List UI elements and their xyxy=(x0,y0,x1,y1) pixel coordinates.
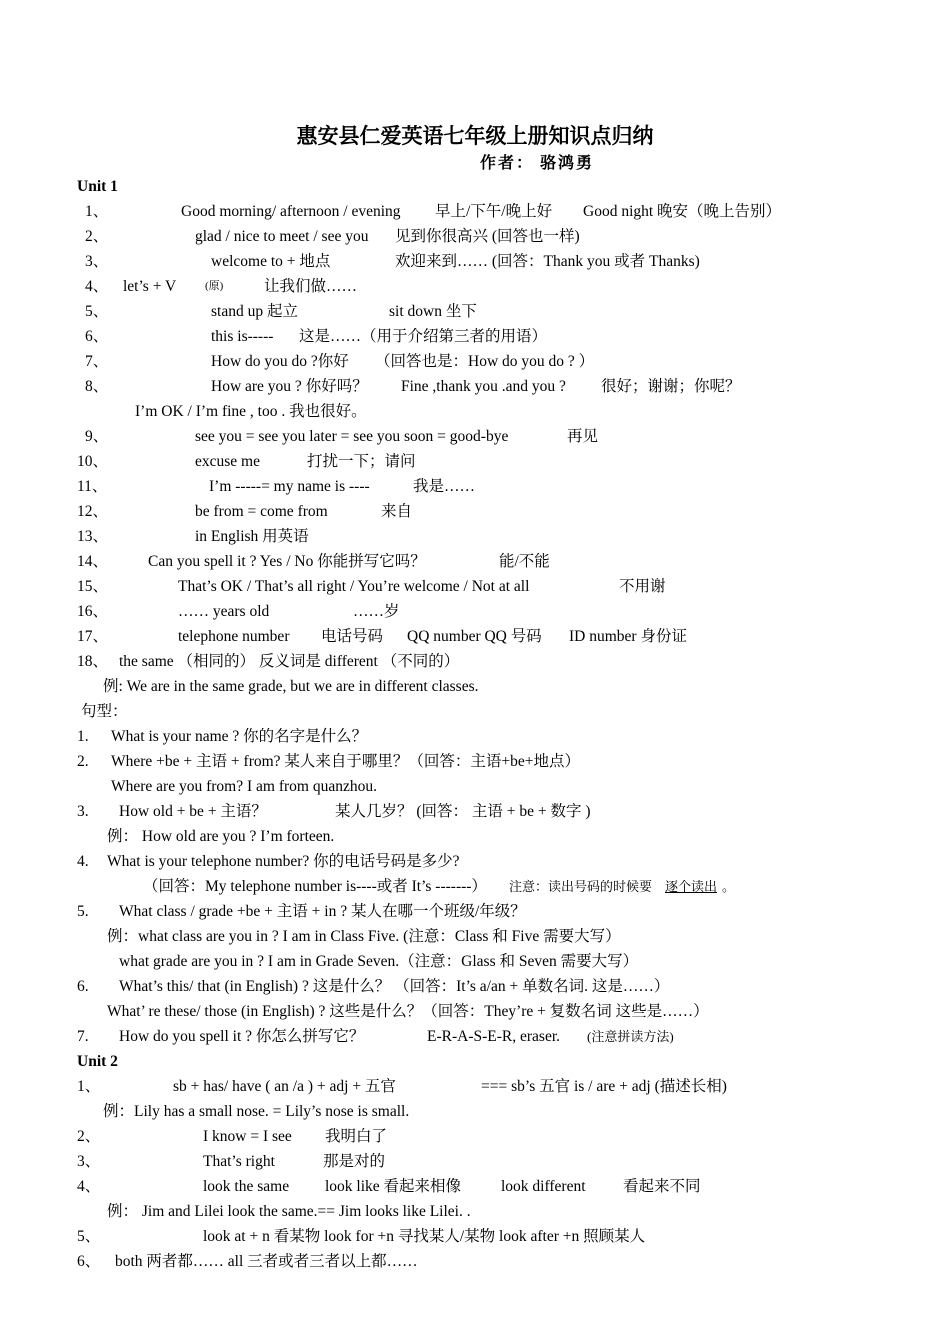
text-segment: 2. xyxy=(77,753,89,770)
text-line xyxy=(0,1049,950,1074)
text-segment: 6、 xyxy=(77,1253,101,1270)
text-line xyxy=(0,1249,950,1274)
text-segment: 例：Lily has a small nose. = Lily’s nose is small. xyxy=(103,1103,410,1120)
text-segment: 早上/下午/晚上好 xyxy=(435,203,553,220)
text-segment: excuse me xyxy=(195,453,260,470)
text-segment: 11、 xyxy=(77,478,108,495)
text-segment: 能/不能 xyxy=(499,553,550,570)
unit-heading: Unit 2 xyxy=(77,1053,118,1070)
text-line xyxy=(0,674,950,699)
text-line xyxy=(0,399,950,424)
text-segment: 3、 xyxy=(85,253,109,270)
text-line xyxy=(0,1174,950,1199)
text-segment: QQ number QQ 号码 xyxy=(407,628,542,645)
text-segment: Fine ,thank you .and you ? xyxy=(401,378,566,395)
text-line xyxy=(0,1224,950,1249)
text-line xyxy=(0,1124,950,1149)
text-segment: telephone number xyxy=(178,628,290,645)
text-line xyxy=(0,599,950,624)
text-segment: What is your name ? 你的名字是什么？ xyxy=(111,728,368,745)
text-segment: glad / nice to meet / see you xyxy=(195,228,369,245)
text-line xyxy=(0,199,950,224)
text-line xyxy=(0,749,950,774)
text-segment: 10、 xyxy=(77,453,109,470)
text-line xyxy=(0,624,950,649)
text-segment: what grade are you in ? I am in Grade Seven.（注意：Glass 和 Seven 需要大写） xyxy=(119,953,639,970)
text-segment: 欢迎来到…… (回答：Thank you 或者 Thanks) xyxy=(395,253,700,270)
text-line xyxy=(0,299,950,324)
text-segment: What class / grade +be + 主语 + in ? 某人在哪一个班级/年级？ xyxy=(119,903,526,920)
text-line xyxy=(0,474,950,499)
text-segment: 很好；谢谢；你呢？ xyxy=(601,378,741,395)
text-line xyxy=(0,374,950,399)
text-segment: 电话号码 xyxy=(321,628,384,645)
text-segment: Where +be + 主语 + from? 某人来自于哪里？（回答：主语+be+地点） xyxy=(111,753,581,770)
text-segment: === sb’s 五官 is / are + adj (描述长相) xyxy=(481,1078,727,1095)
text-segment: 。 xyxy=(722,879,736,894)
text-segment: look at + n 看某物 look for +n 寻找某人/某物 look after +n 照顾某人 xyxy=(203,1228,646,1245)
text-line xyxy=(0,874,950,899)
text-segment: stand up 起立 xyxy=(211,303,298,320)
text-segment: How old + be + 主语？ xyxy=(119,803,267,820)
text-line xyxy=(0,699,950,724)
text-segment: 2、 xyxy=(77,1128,101,1145)
text-segment: （回答：My telephone number is----或者 It’s -------） xyxy=(143,878,487,895)
unit-heading: Unit 1 xyxy=(77,178,118,195)
text-line xyxy=(0,949,950,974)
document-title: 惠安县仁爱英语七年级上册知识点归纳 xyxy=(296,124,654,148)
text-segment: 来自 xyxy=(381,503,413,520)
text-segment: 7、 xyxy=(85,353,109,370)
text-line xyxy=(0,424,950,449)
text-line xyxy=(0,524,950,549)
text-segment: 3. xyxy=(77,803,89,820)
text-segment: ID number 身份证 xyxy=(569,628,687,645)
text-segment: 14、 xyxy=(77,553,109,570)
text-segment: 那是对的 xyxy=(323,1153,386,1170)
text-segment: That’s right xyxy=(203,1153,275,1170)
text-segment: 2、 xyxy=(85,228,109,245)
text-segment: 看起来不同 xyxy=(623,1178,701,1195)
text-segment: I know = I see xyxy=(203,1128,292,1145)
text-line xyxy=(0,1199,950,1224)
text-segment: 4. xyxy=(77,853,89,870)
text-segment: 例： Jim and Lilei look the same.== Jim looks like Lilei. . xyxy=(107,1203,471,1220)
text-segment: 8、 xyxy=(85,378,109,395)
text-segment: 我是…… xyxy=(413,478,476,495)
text-segment: 让我们做…… xyxy=(264,278,358,295)
text-line xyxy=(0,724,950,749)
text-segment: 5、 xyxy=(77,1228,101,1245)
text-segment: 7. xyxy=(77,1028,89,1045)
text-segment: That’s OK / That’s all right / You’re welcome / Not at all xyxy=(178,578,530,595)
text-segment: 12、 xyxy=(77,503,109,520)
text-segment: ……岁 xyxy=(353,603,400,620)
text-line xyxy=(0,974,950,999)
text-segment: （回答也是：How do you do ? ） xyxy=(375,353,595,370)
text-segment: 打扰一下；请问 xyxy=(307,453,416,470)
text-segment: be from = come from xyxy=(195,503,328,520)
text-segment: …… years old xyxy=(178,603,270,620)
text-segment: What’s this/ that (in English) ? 这是什么？ （回答：It’s a/an + 单数名词. 这是……） xyxy=(119,978,670,995)
text-line xyxy=(0,849,950,874)
text-segment: 5. xyxy=(77,903,89,920)
text-segment: 4、 xyxy=(85,278,109,295)
text-segment: (注意拼读方法) xyxy=(587,1029,674,1044)
text-line xyxy=(0,799,950,824)
text-segment: 再见 xyxy=(567,428,599,445)
text-segment: 4、 xyxy=(77,1178,101,1195)
text-segment: 我明白了 xyxy=(325,1128,388,1145)
text-line xyxy=(0,499,950,524)
text-line xyxy=(0,1099,950,1124)
text-segment: let’s + V xyxy=(123,278,177,295)
text-segment: Good morning/ afternoon / evening xyxy=(181,203,401,220)
text-segment: 例: We are in the same grade, but we are in different classes. xyxy=(103,678,479,695)
text-segment: How do you do ?你好 xyxy=(211,353,349,370)
text-segment: look the same xyxy=(203,1178,290,1195)
text-segment: 某人几岁？ (回答： 主语 + be + 数字 ) xyxy=(335,803,591,820)
text-line xyxy=(0,999,950,1024)
text-segment: 17、 xyxy=(77,628,109,645)
text-segment: both 两者都…… all 三者或者三者以上都…… xyxy=(115,1253,418,1270)
text-segment: 15、 xyxy=(77,578,109,595)
text-line xyxy=(0,224,950,249)
text-line xyxy=(0,349,950,374)
text-line xyxy=(0,924,950,949)
text-segment: 例：what class are you in ? I am in Class Five. (注意：Class 和 Five 需要大写） xyxy=(107,928,621,945)
text-line xyxy=(0,899,950,924)
text-segment: 不用谢 xyxy=(619,578,666,595)
text-line xyxy=(0,774,950,799)
text-line xyxy=(0,324,950,349)
text-segment: 这是……（用于介绍第三者的用语） xyxy=(299,328,548,345)
document-author: 作者： 骆鸿勇 xyxy=(480,155,595,172)
text-segment: 1、 xyxy=(77,1078,101,1095)
text-line xyxy=(0,274,950,299)
text-line xyxy=(0,1149,950,1174)
text-segment: How are you ? 你好吗？ xyxy=(211,378,368,395)
text-segment: welcome to + 地点 xyxy=(211,253,331,270)
text-segment: Where are you from? I am from quanzhou. xyxy=(111,778,377,795)
text-segment: the same （相同的） 反义词是 different （不同的） xyxy=(119,653,460,670)
text-segment: 1. xyxy=(77,728,89,745)
text-segment: (原) xyxy=(205,280,224,292)
text-segment: Good night 晚安（晚上告别） xyxy=(583,203,782,220)
text-segment: E-R-A-S-E-R, eraser. xyxy=(427,1028,560,1045)
text-line xyxy=(0,574,950,599)
text-segment: 16、 xyxy=(77,603,109,620)
text-segment: sb + has/ have ( an /a ) + adj + 五官 xyxy=(173,1078,396,1095)
text-segment: 注意：读出号码的时候要 xyxy=(509,879,653,894)
text-segment: 逐个读出 xyxy=(665,879,718,894)
text-segment: 5、 xyxy=(85,303,109,320)
text-line xyxy=(0,174,950,199)
text-segment: How do you spell it ? 你怎么拼写它？ xyxy=(119,1028,365,1045)
text-segment: see you = see you later = see you soon = good-bye xyxy=(195,428,509,445)
text-segment: look different xyxy=(501,1178,586,1195)
text-segment: I’m -----= my name is ---- xyxy=(209,478,370,495)
text-line xyxy=(0,1024,950,1049)
text-segment: look like 看起来相像 xyxy=(325,1178,462,1195)
text-segment: this is----- xyxy=(211,328,274,345)
text-line xyxy=(0,824,950,849)
text-segment: 例： How old are you ? I’m forteen. xyxy=(107,828,335,845)
text-segment: sit down 坐下 xyxy=(389,303,477,320)
text-segment: 3、 xyxy=(77,1153,101,1170)
text-segment: 句型： xyxy=(81,703,128,720)
text-line xyxy=(0,549,950,574)
text-segment: 6. xyxy=(77,978,89,995)
text-segment: 6、 xyxy=(85,328,109,345)
text-line xyxy=(0,649,950,674)
text-segment: I’m OK / I’m fine , too . 我也很好。 xyxy=(135,403,367,420)
text-segment: 1、 xyxy=(85,203,109,220)
text-segment: 9、 xyxy=(85,428,109,445)
text-line xyxy=(0,249,950,274)
text-segment: in English 用英语 xyxy=(195,528,309,545)
text-segment: 13、 xyxy=(77,528,109,545)
text-segment: 18、 xyxy=(77,653,109,670)
text-line xyxy=(0,1074,950,1099)
text-segment: 见到你很高兴 (回答也一样) xyxy=(395,228,580,245)
text-line xyxy=(0,449,950,474)
text-segment: What’ re these/ those (in English) ? 这些是什么？（回答：They’re + 复数名词 这些是……） xyxy=(107,1003,709,1020)
text-segment: Can you spell it ? Yes / No 你能拼写它吗？ xyxy=(148,553,426,570)
text-segment: What is your telephone number? 你的电话号码是多少? xyxy=(107,853,460,870)
